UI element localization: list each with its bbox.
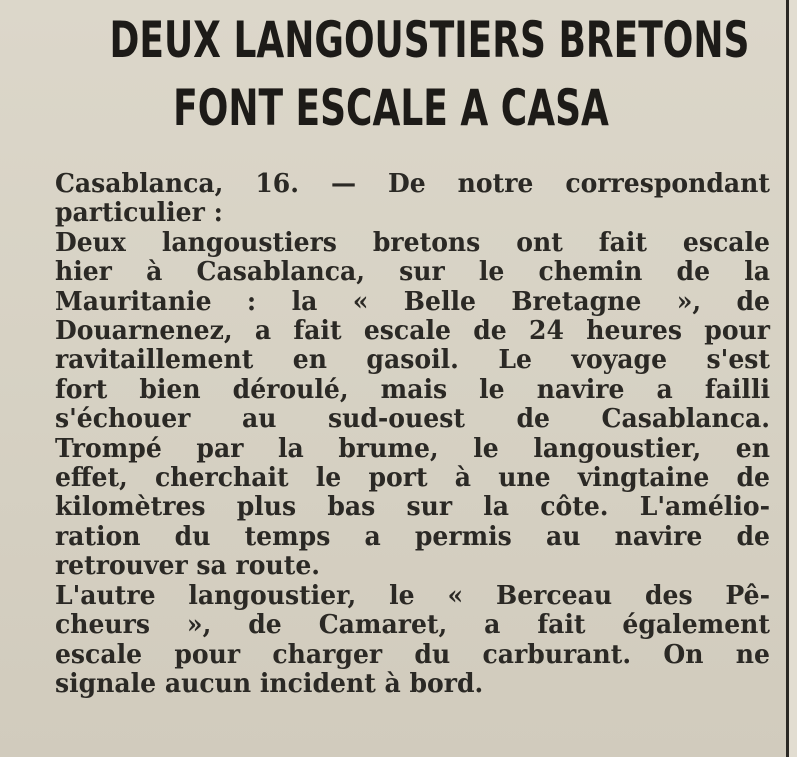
article-paragraph-2 xyxy=(26,582,770,700)
headline-line-1: DEUX LANGOUSTIERS BRETONS xyxy=(109,11,750,69)
text-line: particulier : xyxy=(54,198,223,229)
text-line: hier à Casablanca, sur le chemin de la xyxy=(54,257,771,288)
text-line: Casablanca, 16. — De notre correspondant xyxy=(54,169,771,199)
headline-line-2: FONT ESCALE A CASA xyxy=(173,79,609,137)
text-line: s'échouer au sud-ouest de Casablanca. xyxy=(54,404,771,435)
text-line: kilomètres plus bas sur la côte. L'amélio- xyxy=(54,492,771,523)
text-line: fort bien déroulé, mais le navire a failli xyxy=(54,374,771,405)
text-line: Mauritanie : la « Belle Bretagne », de xyxy=(54,286,771,317)
article-paragraph-1 xyxy=(26,229,770,582)
text-line: cheurs », de Camaret, a fait également xyxy=(54,610,771,641)
text-line: escale pour charger du carburant. On ne xyxy=(54,639,771,670)
text-line: signale aucun incident à bord. xyxy=(54,668,484,699)
article-body xyxy=(26,170,770,699)
text-line: Deux langoustiers bretons ont fait escale xyxy=(54,227,771,258)
text-line: effet, cherchait le port à une vingtaine de xyxy=(54,463,771,494)
page-margin xyxy=(789,0,797,757)
text-line: L'autre langoustier, le « Berceau des Pê- xyxy=(54,580,771,611)
headline xyxy=(109,6,750,142)
text-line: ration du temps a permis au navire de xyxy=(54,521,771,552)
column-rule xyxy=(786,0,789,757)
text-line: retrouver sa route. xyxy=(54,551,321,582)
text-line: Douarnenez, a fait escale de 24 heures pour xyxy=(54,316,771,347)
text-line: Trompé par la brume, le langoustier, en xyxy=(54,433,771,464)
article-dateline-paragraph xyxy=(26,170,770,229)
text-line: ravitaillement en gasoil. Le voyage s'est xyxy=(54,345,771,376)
